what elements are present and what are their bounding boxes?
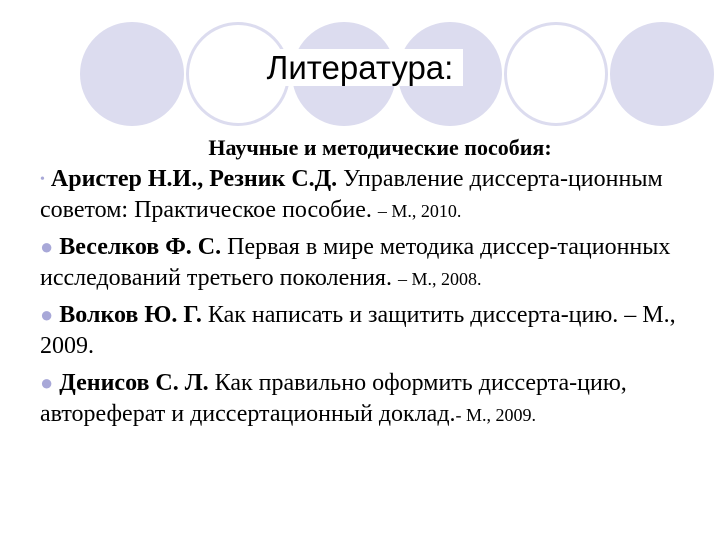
reference-author: Веселков Ф. С. (59, 234, 222, 260)
reference-title: Первая в мире методика диссер-тационных исследований третьего поколения. (40, 234, 671, 291)
reference-author: Волков Ю. Г. (59, 302, 202, 328)
reference-publisher: – М., 2008. (397, 269, 482, 289)
slide-title-text: Литература: (257, 49, 464, 86)
reference-title: Как правильно оформить диссерта-цию, автореферат и диссертационный доклад. (40, 370, 627, 427)
subheading: Научные и методические пособия: (208, 135, 552, 160)
bullet-icon: • (40, 172, 45, 187)
bullet-icon: ● (40, 302, 54, 327)
reference-title: Как написать и защитить диссерта-цию. – М., 2009. (40, 302, 676, 359)
reference-author: Денисов С. Л. (59, 370, 209, 396)
bullet-icon: ● (40, 370, 54, 395)
reference-item (40, 367, 690, 431)
reference-item (40, 164, 690, 227)
reference-author: Аристер Н.И., Резник С.Д. (50, 166, 338, 192)
reference-item (40, 231, 690, 295)
reference-item (40, 299, 690, 363)
slide-title (0, 40, 720, 96)
bullet-icon: ● (40, 234, 54, 259)
reference-publisher: - М., 2009. (455, 405, 537, 425)
reference-title: Управление диссерта-ционным советом: Практическое пособие. (40, 166, 663, 223)
reference-publisher: – М., 2010. (377, 201, 462, 221)
reference-list (40, 132, 690, 435)
